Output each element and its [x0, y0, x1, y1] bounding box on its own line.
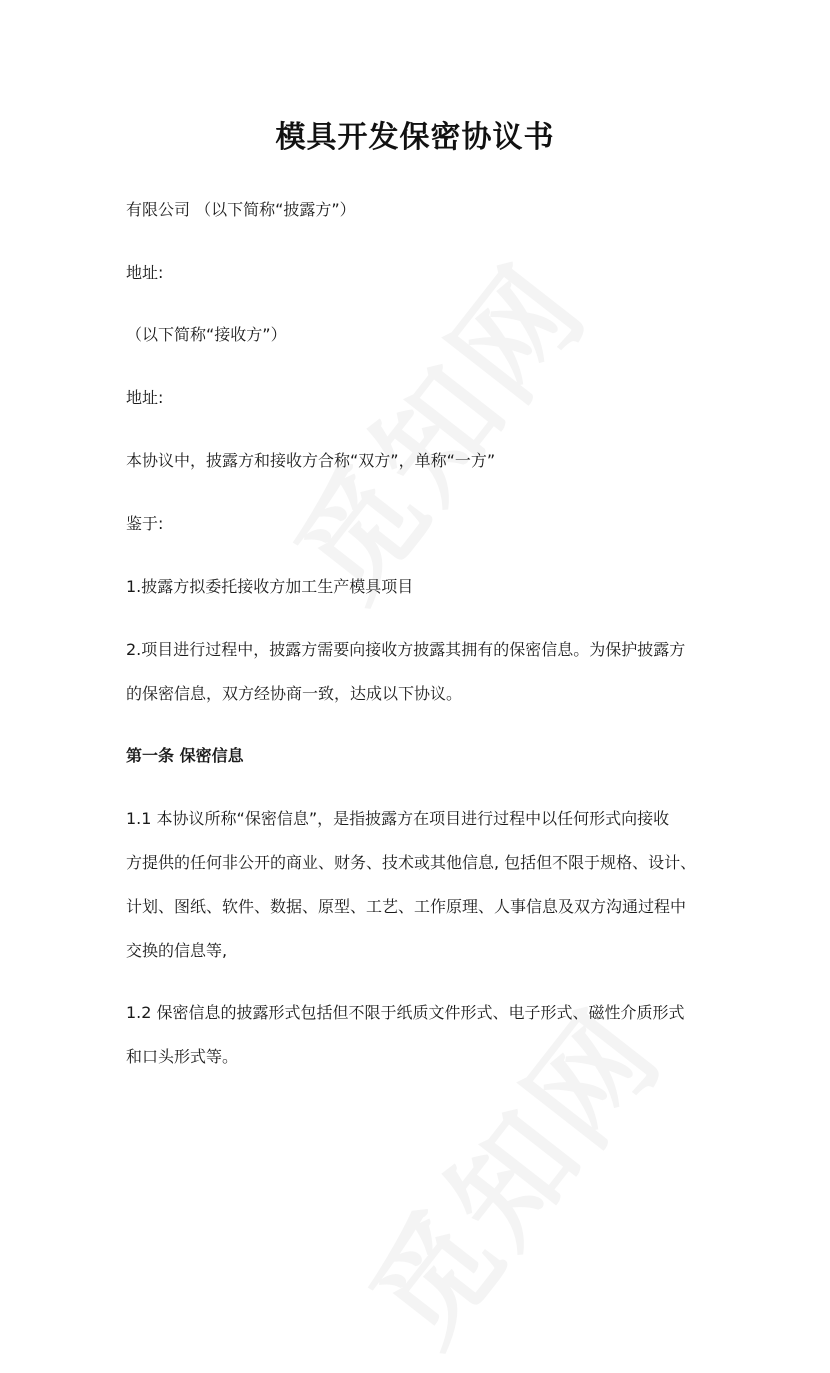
document-title: 模具开发保密协议书: [275, 120, 555, 155]
clause-1-1-line-3: 计划、图纸、软件、数据、原型、工艺、工作原理、人事信息及双方沟通过程中: [126, 897, 687, 916]
parties-definition-line: 本协议中，披露方和接收方合称“双方”，单称“一方”: [126, 451, 496, 470]
receiving-address-line: 地址:: [126, 388, 164, 407]
party-receiving-line: （以下简称“接收方”）: [126, 325, 287, 344]
clause-1-2-line-2: 和口头形式等。: [126, 1047, 239, 1066]
disclosing-address-line: 地址:: [126, 263, 164, 282]
clause-1-1-line-2: 方提供的任何非公开的商业、财务、技术或其他信息, 包括但不限于规格、设计、: [126, 853, 697, 872]
recital-1: 1.披露方拟委托接收方加工生产模具项目: [126, 577, 414, 596]
article-1-heading: 第一条 保密信息: [126, 746, 244, 765]
clause-1-2-line-1: 1.2 保密信息的披露形式包括但不限于纸质文件形式、电子形式、磁性介质形式: [126, 1003, 685, 1022]
whereas-heading: 鉴于:: [126, 514, 164, 533]
watermark: [325, 969, 693, 1373]
clause-1-1-line-4: 交换的信息等,: [126, 941, 228, 960]
recital-2-line-2: 的保密信息，双方经协商一致，达成以下协议。: [126, 684, 463, 703]
party-disclosing-line: 有限公司 （以下简称“披露方”）: [126, 200, 356, 219]
watermark: [250, 224, 618, 628]
clause-1-1-line-1: 1.1 本协议所称“保密信息”，是指披露方在项目进行过程中以任何形式向接收: [126, 809, 670, 828]
recital-2-line-1: 2.项目进行过程中，披露方需要向接收方披露其拥有的保密信息。为保护披露方: [126, 640, 686, 659]
